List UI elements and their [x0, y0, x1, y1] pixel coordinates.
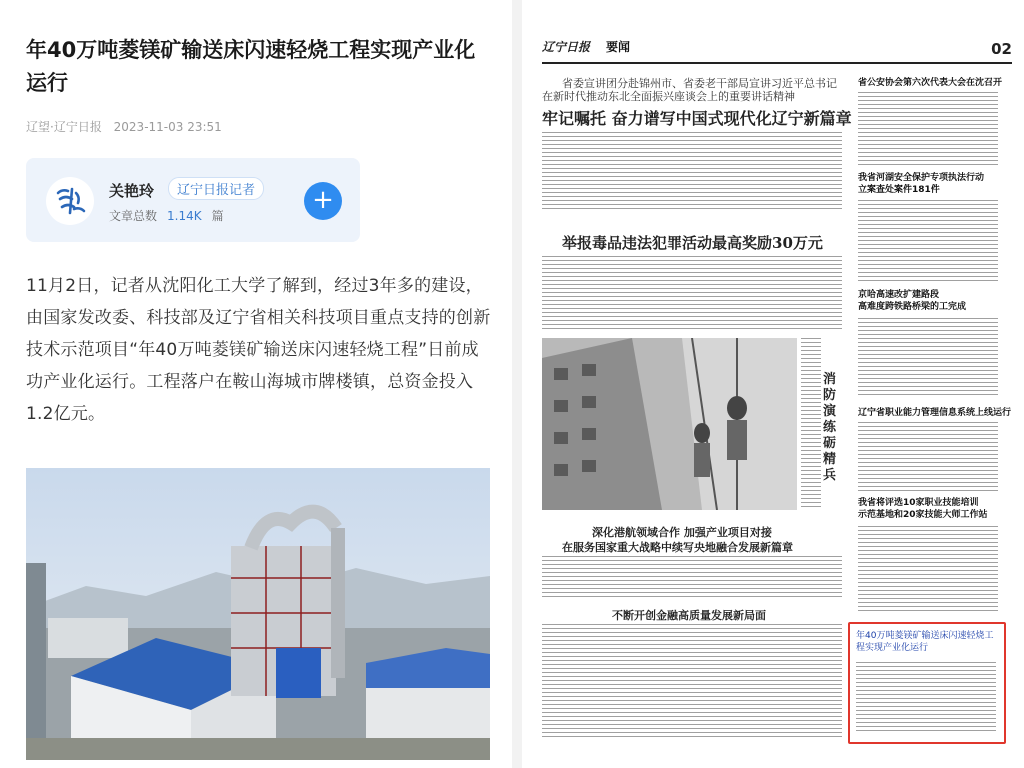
newspaper-logo: 辽宁日报 — [542, 40, 591, 54]
lead-headline: 牢记嘱托 奋力谱写中国式现代化辽宁新篇章 — [542, 109, 852, 128]
drug-headline: 举报毒品违法犯罪活动最高奖励30万元 — [562, 234, 823, 252]
stat-label: 文章总数 — [109, 209, 158, 223]
text-column — [858, 92, 998, 166]
newspaper-logo-icon — [50, 181, 90, 221]
article-title: 年40万吨菱镁矿输送床闪速轻烧工程实现产业化运行 — [26, 38, 476, 95]
article-source[interactable]: 辽望·辽宁日报 — [26, 120, 102, 134]
text-column — [858, 526, 998, 614]
side-headline: 我省河湖安全保护专项执法行动 — [858, 173, 985, 183]
text-column — [542, 556, 842, 600]
stat-value: 1.14K — [167, 209, 202, 223]
section-name: 要闻 — [606, 40, 631, 54]
follow-button[interactable]: + — [304, 182, 342, 220]
side-headline: 示范基地和20家技能大师工作站 — [858, 510, 988, 520]
text-column — [542, 132, 842, 212]
factory-photo — [26, 468, 490, 760]
newspaper-panel — [522, 0, 1024, 768]
text-column — [858, 200, 998, 282]
lead-subtitle-1: 省委宣讲团分赴锦州市、省委老干部局宣讲习近平总书记 — [562, 77, 837, 90]
fire-drill-photo — [542, 338, 797, 510]
text-column — [858, 422, 998, 492]
side-headline: 省公安协会第六次代表大会在沈召开 — [858, 78, 1003, 88]
article-meta — [26, 118, 230, 135]
author-name[interactable]: 关艳玲 — [109, 182, 155, 200]
lead-subtitle-2: 在新时代推动东北全面振兴座谈会上的重要讲话精神 — [542, 90, 795, 103]
author-stats — [109, 207, 224, 224]
finance-headline: 不断开创金融高质量发展新局面 — [612, 609, 766, 622]
text-column — [858, 318, 998, 398]
page-number: 02 — [991, 40, 1012, 58]
author-badge: 辽宁日报记者 — [168, 177, 264, 200]
avatar[interactable] — [46, 177, 94, 225]
side-headline: 立案查处案件181件 — [858, 185, 940, 195]
text-column — [542, 624, 842, 740]
side-headline: 京哈高速改扩建路段 — [858, 290, 940, 300]
article-time: 2023-11-03 23:51 — [113, 120, 222, 134]
article-body: 11月2日，记者从沈阳化工大学了解到，经过3年多的建设，由国家发改委、科技部及辽宁省相关科技项目重点支持的创新技术示范项目“年40万吨菱镁矿输送床闪速轻烧工程”日前成功产业化运行。工程落户在鞍山海城市牌楼镇，总资金投入1.2亿元。 — [26, 276, 491, 424]
stat-unit: 篇 — [211, 209, 224, 223]
side-headline: 辽宁省职业能力管理信息系统上线运行 — [858, 408, 1012, 418]
text-column — [542, 256, 842, 332]
side-headline: 我省将评选10家职业技能培训 — [858, 498, 979, 508]
port-headline-2: 在服务国家重大战略中续写央地融合发展新篇章 — [562, 541, 793, 554]
factory-illustration — [26, 468, 490, 760]
photo-caption: 消防演练砺精兵 — [823, 372, 837, 483]
port-headline-1: 深化港航领域合作 加强产业项目对接 — [592, 526, 772, 539]
text-column — [856, 662, 996, 734]
highlighted-article-title: 年40万吨菱镁矿输送床闪速轻烧工程实现产业化运行 — [856, 631, 994, 653]
fire-drill-illustration — [542, 338, 797, 510]
author-card[interactable] — [26, 158, 360, 242]
side-headline: 高难度跨铁路桥梁的工完成 — [858, 302, 967, 312]
text-column — [801, 338, 821, 510]
newspaper-header — [542, 36, 1012, 64]
panel-divider — [512, 0, 522, 768]
